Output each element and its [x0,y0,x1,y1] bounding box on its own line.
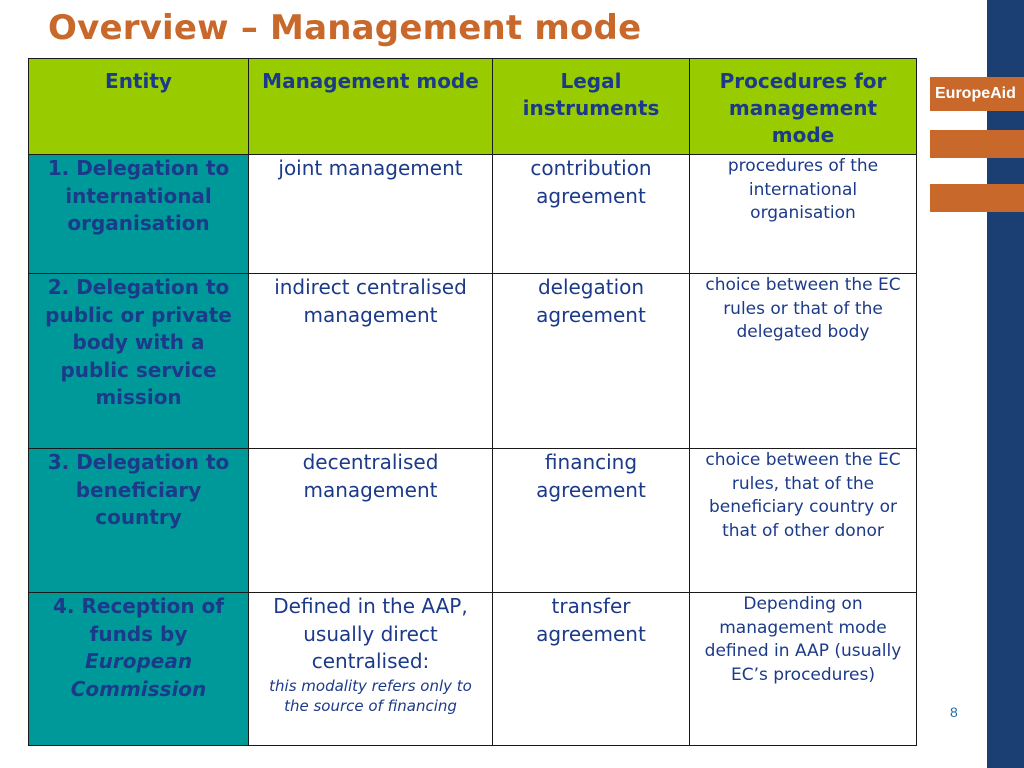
management-mode-cell: decentralised management [249,449,493,593]
management-mode-note: this modality refers only to the source of financing [269,676,472,715]
page-title: Overview – Management mode [48,8,642,48]
orange-bar-decoration [930,130,1024,158]
legal-instrument-cell: contribution agreement [493,155,690,274]
table-row [29,449,917,593]
legal-instrument-cell: delegation agreement [493,274,690,449]
legal-instrument-cell: transfer agreement [493,593,690,746]
management-mode-cell [249,593,493,746]
entity-cell: 2. Delegation to public or private body with a public service mission [29,274,249,449]
table-row [29,593,917,746]
table-row [29,274,917,449]
table-row [29,155,917,274]
procedures-cell: procedures of the international organisation [690,155,917,274]
entity-cell: 3. Delegation to beneficiary country [29,449,249,593]
entity-text: 4. Reception of funds by [53,594,224,646]
management-mode-cell: joint management [249,155,493,274]
side-band [987,0,1024,768]
europeaid-logo: EuropeAid [930,77,1024,111]
procedures-cell: choice between the EC rules, that of the beneficiary country or that of other donor [690,449,917,593]
entity-cell [29,593,249,746]
header-procedures: Procedures for management mode [690,59,917,155]
procedures-cell: choice between the EC rules or that of the delegated body [690,274,917,449]
legal-instrument-cell: financing agreement [493,449,690,593]
management-mode-text: Defined in the AAP, usually direct centralised: [273,594,468,673]
header-management-mode: Management mode [249,59,493,155]
management-mode-cell: indirect centralised management [249,274,493,449]
procedures-cell: Depending on management mode defined in AAP (usually EC’s procedures) [690,593,917,746]
page-number: 8 [950,704,958,720]
management-mode-table [28,58,917,746]
header-legal-instruments: Legal instruments [493,59,690,155]
entity-cell: 1. Delegation to international organisation [29,155,249,274]
header-entity: Entity [29,59,249,155]
orange-bar-decoration [930,184,1024,212]
entity-italic-text: European Commission [70,649,207,701]
header-row [29,59,917,155]
